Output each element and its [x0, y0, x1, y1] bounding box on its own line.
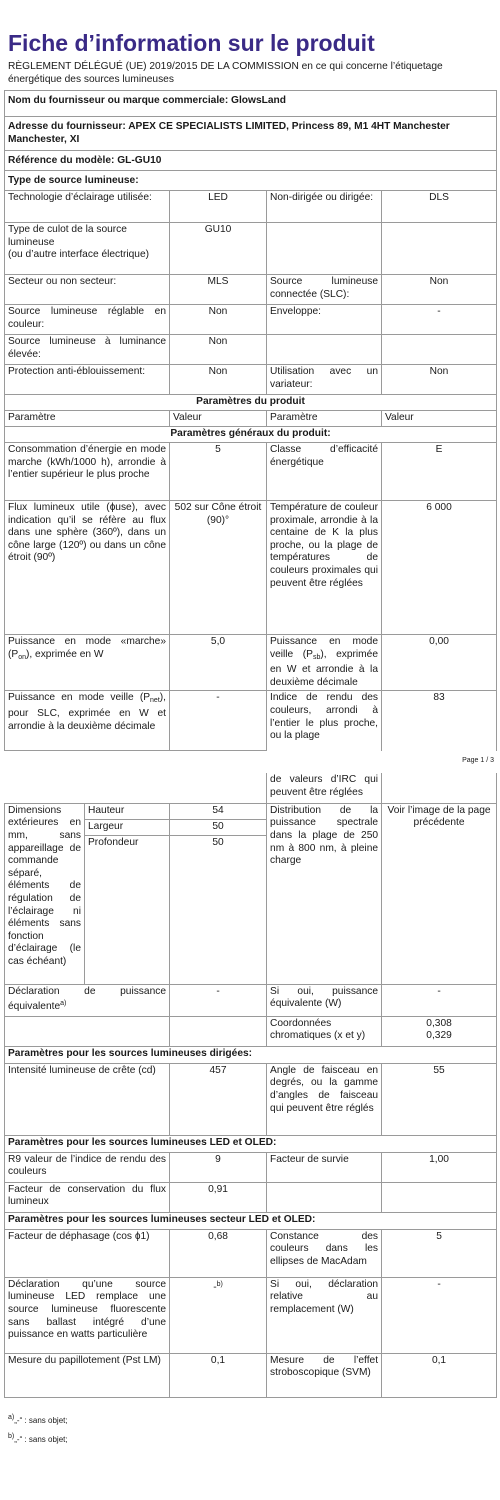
- param-value: 9: [170, 1152, 267, 1182]
- cri-value: 83: [382, 691, 497, 751]
- col-header-value: Valeur: [170, 411, 267, 427]
- type-value: GU10: [170, 223, 267, 275]
- spectral-distribution-label: Distribution de la puissance spectrale dans la plage de 250 nm à 800 nm, à pleine charge: [267, 803, 382, 984]
- spectral-distribution-value: Voir l’image de la page précédente: [382, 803, 497, 984]
- param-value-2: 1,00: [382, 1152, 497, 1182]
- type-value-2: [382, 223, 497, 275]
- type-label: Protection anti-éblouissement:: [5, 365, 170, 395]
- height-value: 54: [170, 803, 267, 819]
- type-label-2: Source lumineuse connectée (SLC):: [267, 275, 382, 305]
- general-row: [5, 635, 497, 691]
- type-label-2: Non-dirigée ou dirigée:: [267, 191, 382, 223]
- param-value: 0,91: [170, 1182, 267, 1212]
- equivalent-power-value-2: -: [382, 984, 497, 1016]
- led-row: [5, 1182, 497, 1212]
- general-header: Paramètres généraux du produit:: [5, 427, 497, 443]
- product-information-sheet: [4, 0, 496, 1446]
- type-label-2: Utilisation avec un variateur:: [267, 365, 382, 395]
- equivalent-power-label: Déclaration de puissance équivalente$^{a)}$: [5, 984, 170, 1016]
- type-header: Type de source lumineuse:: [5, 171, 497, 191]
- param-label: Déclaration qu’une source lumineuse LED remplace une source lumineuse fluorescente sans ballast intégré d’une puissance en watts particulière: [5, 1277, 170, 1353]
- param-label-2: Température de couleur proximale, arrondie à la centaine de K la plus proche, ou la plage de températures de couleurs proximales qui peuvent être réglées: [267, 501, 382, 635]
- param-value: 0,68: [170, 1229, 267, 1277]
- type-label-2: Enveloppe:: [267, 305, 382, 335]
- type-label: Type de culot de la source lumineuse (ou d’autre interface électrique): [5, 223, 170, 275]
- param-value-2: 6 000: [382, 501, 497, 635]
- type-value: MLS: [170, 275, 267, 305]
- directional-header: Paramètres pour les sources lumineuses dirigées:: [5, 1046, 497, 1063]
- param-value-2: [382, 1182, 497, 1212]
- chromaticity-value: 0,308 0,329: [382, 1016, 497, 1046]
- depth-label: Profondeur: [85, 836, 170, 984]
- cri-label-continued: de valeurs d’IRC qui peuvent être réglées: [267, 773, 382, 803]
- col-header-value-2: Valeur: [382, 411, 497, 427]
- param-label-2: Angle de faisceau en degrés, ou la gamme d’angles de faisceau qui peuvent être réglés: [267, 1063, 382, 1135]
- power-sb-label: Puissance en mode veille $(P_{sb})$, exprimée en W et arrondie à la deuxième décimale: [267, 635, 382, 691]
- general-row: [5, 443, 497, 501]
- param-label-2: [267, 1182, 382, 1212]
- param-label-2: Mesure de l’effet stroboscopique (SVM): [267, 1353, 382, 1397]
- type-value-2: Non: [382, 275, 497, 305]
- type-row: [5, 191, 497, 223]
- supplier-address: Adresse du fournisseur: APEX CE SPECIALISTS LIMITED, Princess 89, M1 4HT Manchester Manchester, XI: [5, 117, 497, 151]
- power-net-value: -: [170, 691, 267, 751]
- param-label: Intensité lumineuse de crête (cd): [5, 1063, 170, 1135]
- type-value: LED: [170, 191, 267, 223]
- param-value-2: 0,1: [382, 1353, 497, 1397]
- param-value: 0,1: [170, 1353, 267, 1397]
- param-value-2: E: [382, 443, 497, 501]
- power-on-label: Puissance en mode «marche» $(P_{on})$, exprimée en W: [5, 635, 170, 691]
- param-value: -$^{b)}$: [170, 1277, 267, 1353]
- type-value-2: DLS: [382, 191, 497, 223]
- page-title: Fiche d’information sur le produit: [8, 30, 375, 56]
- height-label: Hauteur: [85, 803, 170, 819]
- equivalent-power-row: [5, 984, 497, 1016]
- type-value-2: [382, 335, 497, 365]
- width-label: Largeur: [85, 820, 170, 836]
- param-value-2: 55: [382, 1063, 497, 1135]
- param-label-2: Classe d’efficacité énergétique: [267, 443, 382, 501]
- type-label: Secteur ou non secteur:: [5, 275, 170, 305]
- general-row: [5, 501, 497, 635]
- dimensions-row: [5, 803, 497, 819]
- type-label: Source lumineuse réglable en couleur:: [5, 305, 170, 335]
- param-value: 457: [170, 1063, 267, 1135]
- param-label-2: Si oui, déclaration relative au remplacement (W): [267, 1277, 382, 1353]
- regulation-text: RÈGLEMENT DÉLÉGUÉ (UE) 2019/2015 DE LA COMMISSION en ce qui concerne l’étiquetage énergétique des sources lumineuses: [8, 61, 443, 85]
- param-value: 5: [170, 443, 267, 501]
- col-header-param: Paramètre: [5, 411, 170, 427]
- type-value-2: Non: [382, 365, 497, 395]
- footnote: a)„-“ : sans objet;: [8, 1413, 68, 1425]
- col-header-param-2: Paramètre: [267, 411, 382, 427]
- cri-label: Indice de rendu des couleurs, arrondi à l’entier le plus proche, ou la plage: [267, 691, 382, 751]
- param-value-2: 5: [382, 1229, 497, 1277]
- param-value-2: -: [382, 1277, 497, 1353]
- param-label: Facteur de conservation du flux lumineux: [5, 1182, 170, 1212]
- column-header-row: [5, 411, 497, 427]
- chromaticity-row: [5, 1016, 497, 1046]
- power-on-value: 5,0: [170, 635, 267, 691]
- type-value: Non: [170, 365, 267, 395]
- type-label: Technologie d’éclairage utilisée:: [5, 191, 170, 223]
- type-row: [5, 335, 497, 365]
- type-value-2: -: [382, 305, 497, 335]
- type-label-2: [267, 223, 382, 275]
- param-label: Consommation d’énergie en mode marche (kWh/1000 h), arrondie à l’entier supérieur le plus proche: [5, 443, 170, 501]
- type-row: [5, 275, 497, 305]
- mains-header: Paramètres pour les sources lumineuses secteur LED et OLED:: [5, 1212, 497, 1229]
- mains-row: [5, 1353, 497, 1397]
- power-sb-value: 0,00: [382, 635, 497, 691]
- mains-row: [5, 1277, 497, 1353]
- equivalent-power-value: -: [170, 984, 267, 1016]
- product-table-page2: [4, 773, 497, 1398]
- led-row: [5, 1152, 497, 1182]
- type-value: Non: [170, 335, 267, 365]
- footnotes: [8, 1412, 496, 1446]
- page-number: Page 1 / 3: [462, 757, 494, 765]
- param-label: Facteur de déphasage (cos ɸ1): [5, 1229, 170, 1277]
- param-label-2: Constance des couleurs dans les ellipses de MacAdam: [267, 1229, 382, 1277]
- param-value: 502 sur Cône étroit (90)°: [170, 501, 267, 635]
- model-reference: Référence du modèle: GL-GU10: [5, 151, 497, 171]
- footnote: b)„-“ : sans objet;: [8, 1432, 68, 1444]
- width-value: 50: [170, 820, 267, 836]
- page-break: [4, 751, 496, 773]
- led-header: Paramètres pour les sources lumineuses LED et OLED:: [5, 1135, 497, 1152]
- directional-row: [5, 1063, 497, 1135]
- supplier-name: Nom du fournisseur ou marque commerciale: GlowsLand: [5, 91, 497, 117]
- param-label: R9 valeur de l’indice de rendu des couleurs: [5, 1152, 170, 1182]
- equivalent-power-label-2: Si oui, puissance équivalente (W): [267, 984, 382, 1016]
- general-row: [5, 691, 497, 751]
- type-value: Non: [170, 305, 267, 335]
- param-label: Flux lumineux utile (ɸuse), avec indication qu’il se réfère au flux dans une sphère (360º), dans un cône large (120º) ou dans un cône étroit (90º): [5, 501, 170, 635]
- params-header: Paramètres du produit: [5, 395, 497, 411]
- type-label-2: [267, 335, 382, 365]
- type-row: [5, 365, 497, 395]
- param-label-2: Facteur de survie: [267, 1152, 382, 1182]
- param-label: Mesure du papillotement (Pst LM): [5, 1353, 170, 1397]
- dimensions-label: Dimensions extérieures en mm, sans appareillage de commande séparé, éléments de régulation de l’éclairage ni éléments sans fonction d’éclairage (le cas échéant): [5, 803, 85, 984]
- chromaticity-label: Coordonnées chromatiques (x et y): [267, 1016, 382, 1046]
- type-row: [5, 305, 497, 335]
- type-label: Source lumineuse à luminance élevée:: [5, 335, 170, 365]
- power-net-label: Puissance en mode veille $(P_{net})$, pour SLC, exprimée en W et arrondie à la deuxième décimale: [5, 691, 170, 751]
- mains-row: [5, 1229, 497, 1277]
- type-row: [5, 223, 497, 275]
- product-table-page1: [4, 90, 497, 751]
- depth-value: 50: [170, 836, 267, 984]
